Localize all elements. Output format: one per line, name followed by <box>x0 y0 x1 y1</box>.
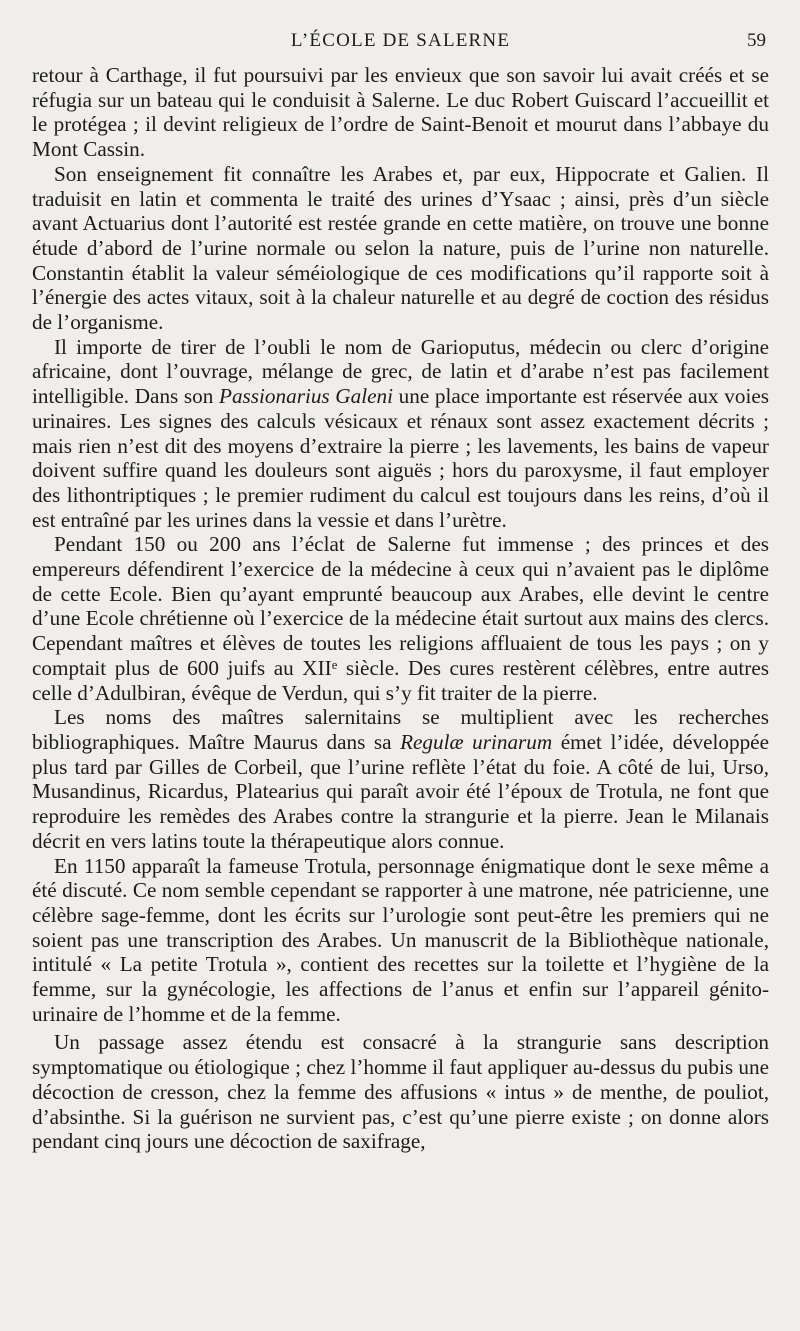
paragraph-4-text-after: siècle. Des cures restèrent célèbres, entre autres celle d’Adulbiran, évêque de Verdun, qui s’y fit traiter de la pierre. <box>32 655 769 705</box>
running-header <box>32 28 769 58</box>
paragraph-3-book-title: Passionarius Galeni <box>219 384 393 409</box>
paragraph-3-text-before: Il importe de tirer de l’oubli le nom de Garioputus, médecin ou clerc d’origine africaine, dont l’ouvrage, mélange de grec, de latin et d’arabe n’est pas facilement intelligible. Dans son <box>32 334 769 409</box>
running-title: L’ÉCOLE DE SALERNE <box>290 30 511 51</box>
paragraph-2 <box>32 162 769 335</box>
paragraph-4-century-suffix: e <box>331 657 338 672</box>
paragraph-5-text-after: émet l’idée, développée plus tard par Gilles de Corbeil, que l’urine reflète l’état du foie. A côté de lui, Urso, Musandinus, Ricardus, Platearius qui paraît avoir été l’époux de Trotula, ne font que reproduire les remèdes des Arabes contre la strangurie et la pierre. Jean le Milanais décrit en vers latins toute la thérapeutique alors connue. <box>32 729 769 853</box>
paragraph-4 <box>32 532 769 705</box>
paragraph-3 <box>32 335 769 533</box>
paragraph-7 <box>32 1030 769 1154</box>
paragraph-5 <box>32 705 769 853</box>
paragraph-1 <box>32 63 769 162</box>
paragraph-1-text: retour à Carthage, il fut poursuivi par les envieux que son savoir lui avait créés et se réfugia sur un bateau qui le conduisit à Salerne. Le duc Robert Guiscard l’accueillit et le protégea ; il devint religieux de l’ordre de Saint-Benoit et mourut dans l’abbaye du Mont Cassin. <box>32 63 769 162</box>
paragraph-4-text-before: Pendant 150 ou 200 ans l’éclat de Salerne fut immense ; des princes et des empereurs défendirent l’exercice de la médecine à ceux qui n’avaient pas le diplôme de cette Ecole. Bien qu’ayant emprunté beaucoup aux Arabes, elle devint le centre d’une Ecole chrétienne où l’exercice de la médecine était surtout aux mains des clercs. Cependant maîtres et élèves de toutes les religions affluaient de tous les pays ; on y comptait plus de 600 juifs au <box>32 532 769 680</box>
page-number: 59 <box>747 30 766 51</box>
paragraph-2-text: Son enseignement fit connaître les Arabes et, par eux, Hippocrate et Galien. Il traduisit en latin et commenta le traité des urines d’Ysaac ; ainsi, près d’un siècle avant Actuarius dont l’autorité est restée grande en cette matière, on trouve une bonne étude d’abord de l’urine normale ou selon la nature, puis de l’urine non naturelle. Constantin établit la valeur séméiologique de ces modifications qu’il rapporte soit à l’énergie des actes vitaux, soit à la chaleur naturelle et au degré de coction des résidus de l’organisme. <box>32 161 769 335</box>
paragraph-4-century: XII <box>302 655 332 680</box>
paragraph-7-text: Un passage assez étendu est consacré à la strangurie sans description symptomatique ou étiologique ; chez l’homme il faut appliquer au-dessus du pubis une décoction de cresson, chez la femme des affusions « intus » de menthe, de pouliot, d’absinthe. Si la guérison ne survient pas, c’est qu’une pierre existe ; on donne alors pendant cinq jours une décoction de saxifrage, <box>32 1030 769 1154</box>
paragraph-3-text-after: une place importante est réservée aux voies urinaires. Les signes des calculs vésicaux et rénaux sont assez exactement décrits ; mais rien n’est dit des moyens d’extraire la pierre ; les lavements, les bains de vapeur doivent suffire quand les douleurs sont aiguës ; hors du paroxysme, il faut employer des lithontriptiques ; le premier rudiment du calcul est toujours dans les reins, d’où il est entraîné par les urines dans la vessie et dans l’urètre. <box>32 384 769 532</box>
body-text <box>32 63 769 1154</box>
paragraph-5-book-title: Regulæ urinarum <box>400 729 553 754</box>
paragraph-5-text-before: Les noms des maîtres salernitains se multiplient avec les recherches bibliographiques. Maître Maurus dans sa <box>32 705 769 754</box>
paragraph-6 <box>32 854 769 1027</box>
paragraph-6-text: En 1150 apparaît la fameuse Trotula, personnage énigmatique dont le sexe même a été discuté. Ce nom semble cependant se rapporter à une matrone, née patricienne, une célèbre sage-femme, dont les écrits sur l’urologie sont peut-être les premiers qui ne soient pas une transcription des Arabes. Un manuscrit de la Bibliothèque nationale, intitulé « La petite Trotula », contient des recettes sur la toilette et l’hygiène de la femme, sur la gynécologie, les affections de l’anus et enfin sur l’appareil génito-urinaire de l’homme et de la femme. <box>32 853 769 1026</box>
